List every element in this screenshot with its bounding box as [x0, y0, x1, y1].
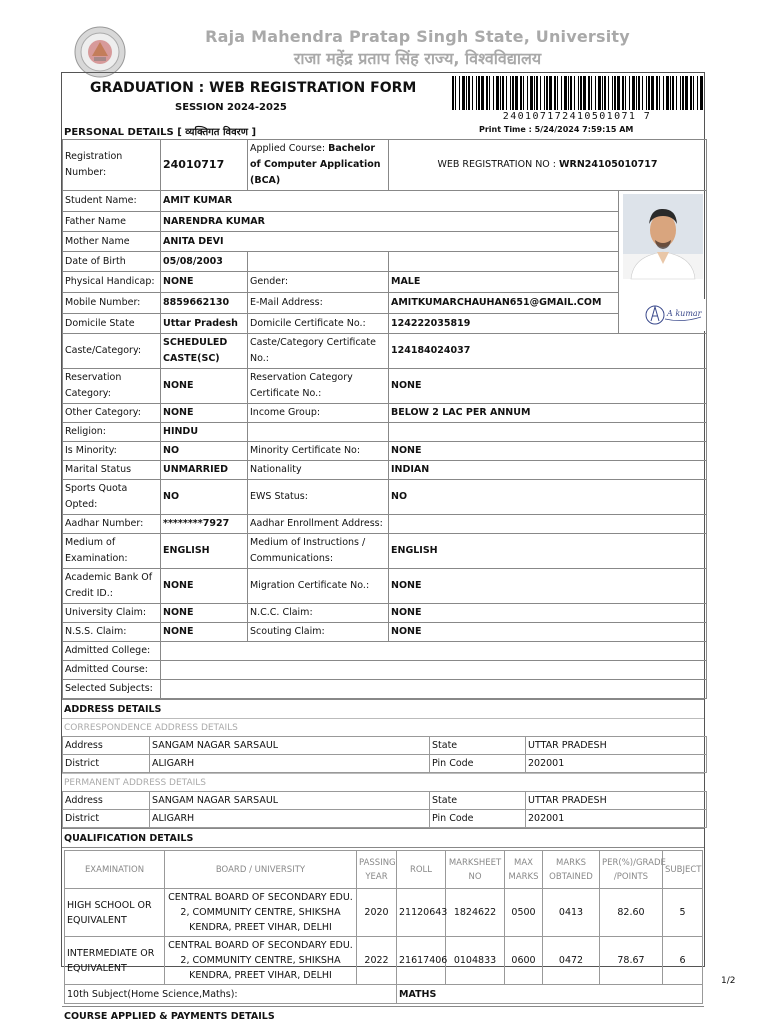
- permanent-address-table: [62, 791, 707, 828]
- caste-value: SCHEDULED CASTE(SC): [161, 334, 248, 369]
- dob-value: 05/08/2003: [161, 252, 248, 272]
- tenth-subject-label: 10th Subject(Home Science,Maths):: [65, 985, 397, 1004]
- university-name-en: Raja Mahendra Pratap Singh State, University: [205, 27, 630, 46]
- gender-label: Gender:: [248, 272, 389, 293]
- photo-signature-cell: [619, 191, 707, 334]
- passing-year: 2020: [357, 889, 397, 937]
- nationality-label: Nationality: [248, 461, 389, 480]
- mother-name-value: ANITA DEVI: [161, 232, 619, 252]
- sports-value: NO: [161, 480, 248, 515]
- student-photo-icon: [623, 194, 703, 279]
- nss-label: N.S.S. Claim:: [63, 623, 161, 642]
- marks-obtained: 0413: [543, 889, 600, 937]
- domicile-cert-label: Domicile Certificate No.:: [248, 314, 389, 334]
- address-label: Address: [63, 737, 150, 755]
- mobile-value: 8859662130: [161, 293, 248, 314]
- admitted-college-label: Admitted College:: [63, 642, 161, 661]
- abc-id-value: NONE: [161, 569, 248, 604]
- address-label: Address: [63, 792, 150, 810]
- subject-count: 5: [663, 889, 703, 937]
- caste-cert-value: 124184024037: [389, 334, 707, 369]
- form-title: GRADUATION : WEB REGISTRATION FORM: [90, 80, 417, 96]
- perm-pincode-value: 202001: [526, 810, 707, 828]
- ncc-label: N.C.C. Claim:: [248, 604, 389, 623]
- university-claim-label: University Claim:: [63, 604, 161, 623]
- pincode-label: Pin Code: [430, 810, 526, 828]
- reg-label: Registration Number:: [63, 140, 161, 191]
- form-header: [62, 73, 704, 139]
- corr-pincode-value: 202001: [526, 755, 707, 773]
- nss-value: NONE: [161, 623, 248, 642]
- reservation-label: Reservation Category:: [63, 369, 161, 404]
- correspondence-address-table: [62, 736, 707, 773]
- selected-subjects-label: Selected Subjects:: [63, 680, 161, 699]
- max-marks: 0600: [505, 937, 543, 985]
- domicile-state-value: Uttar Pradesh: [161, 314, 248, 334]
- gender-value: MALE: [389, 272, 619, 293]
- exam-name: HIGH SCHOOL OR EQUIVALENT: [65, 889, 165, 937]
- aadhar-enroll-label: Aadhar Enrollment Address:: [248, 515, 389, 534]
- qualification-table: [64, 850, 703, 1004]
- max-marks: 0500: [505, 889, 543, 937]
- income-value: BELOW 2 LAC PER ANNUM: [389, 404, 707, 423]
- applied-course: Applied Course: Bachelor of Computer Application (BCA): [248, 140, 389, 191]
- col-max-marks: MAX MARKS: [505, 851, 543, 889]
- domicile-state-label: Domicile State: [63, 314, 161, 334]
- admitted-course-label: Admitted Course:: [63, 661, 161, 680]
- table-row: [65, 937, 703, 985]
- board-name: CENTRAL BOARD OF SECONDARY EDU. 2, COMMUNITY CENTRE, SHIKSHA KENDRA, PREET VIHAR, DELHI: [165, 889, 357, 937]
- personal-details-heading: PERSONAL DETAILS [ व्यक्तिगत विवरण ]: [64, 127, 257, 138]
- dob-label: Date of Birth: [63, 252, 161, 272]
- perm-state-value: UTTAR PRADESH: [526, 792, 707, 810]
- col-marksheet: MARKSHEET NO: [446, 851, 505, 889]
- reservation-cert-value: NONE: [389, 369, 707, 404]
- qualification-heading: QUALIFICATION DETAILS: [62, 828, 704, 847]
- district-label: District: [63, 755, 150, 773]
- qualification-header-row: [65, 851, 703, 889]
- perm-district-value: ALIGARH: [150, 810, 430, 828]
- caste-cert-label: Caste/Category Certificate No.:: [248, 334, 389, 369]
- roll-number: 21617406: [397, 937, 446, 985]
- university-header: [0, 0, 765, 70]
- other-category-label: Other Category:: [63, 404, 161, 423]
- col-roll: ROLL: [397, 851, 446, 889]
- passing-year: 2022: [357, 937, 397, 985]
- student-name-value: AMIT KUMAR: [161, 191, 619, 212]
- medium-value: ENGLISH: [161, 534, 248, 569]
- board-name: CENTRAL BOARD OF SECONDARY EDU. 2, COMMUNITY CENTRE, SHIKSHA KENDRA, PREET VIHAR, DELHI: [165, 937, 357, 985]
- web-registration-no: WEB REGISTRATION NO : WRN24105010717: [389, 140, 707, 191]
- registration-row: [63, 140, 707, 191]
- svg-text:A kumar: A kumar: [667, 309, 702, 318]
- email-label: E-Mail Address:: [248, 293, 389, 314]
- instruction-value: ENGLISH: [389, 534, 707, 569]
- religion-value: HINDU: [161, 423, 248, 442]
- session-label: SESSION 2024-2025: [175, 102, 287, 113]
- aadhar-value: ********7927: [161, 515, 248, 534]
- ews-label: EWS Status:: [248, 480, 389, 515]
- nationality-value: INDIAN: [389, 461, 707, 480]
- migration-label: Migration Certificate No.:: [248, 569, 389, 604]
- marital-value: UNMARRIED: [161, 461, 248, 480]
- col-board: BOARD / UNIVERSITY: [165, 851, 357, 889]
- corr-address-value: SANGAM NAGAR SARSAUL: [150, 737, 430, 755]
- col-subject: SUBJECT: [663, 851, 703, 889]
- medium-label: Medium of Examination:: [63, 534, 161, 569]
- col-percentage: PER(%)/GRADE /POINTS: [600, 851, 663, 889]
- reg-value: 24010717: [161, 140, 248, 191]
- roll-number: 21120643: [397, 889, 446, 937]
- scouting-label: Scouting Claim:: [248, 623, 389, 642]
- percentage: 78.67: [600, 937, 663, 985]
- course-payments-heading: COURSE APPLIED & PAYMENTS DETAILS: [62, 1006, 704, 1025]
- marksheet-number: 1824622: [446, 889, 505, 937]
- scouting-value: NONE: [389, 623, 707, 642]
- marks-obtained: 0472: [543, 937, 600, 985]
- income-label: Income Group:: [248, 404, 389, 423]
- reservation-value: NONE: [161, 369, 248, 404]
- sports-label: Sports Quota Opted:: [63, 480, 161, 515]
- university-claim-value: NONE: [161, 604, 248, 623]
- university-logo-icon: [74, 26, 126, 78]
- subject-count: 6: [663, 937, 703, 985]
- col-marks-obtained: MARKS OBTAINED: [543, 851, 600, 889]
- caste-label: Caste/Category:: [63, 334, 161, 369]
- print-time: Print Time : 5/24/2024 7:59:15 AM: [479, 125, 634, 134]
- barcode-icon: [452, 76, 702, 110]
- col-passing-year: PASSING YEAR: [357, 851, 397, 889]
- exam-name: INTERMEDIATE OR EQUIVALENT: [65, 937, 165, 985]
- student-name-label: Student Name:: [63, 191, 161, 212]
- permanent-heading: PERMANENT ADDRESS DETAILS: [62, 773, 704, 791]
- mobile-label: Mobile Number:: [63, 293, 161, 314]
- table-row: [65, 889, 703, 937]
- reservation-cert-label: Reservation Category Certificate No.:: [248, 369, 389, 404]
- percentage: 82.60: [600, 889, 663, 937]
- email-value: AMITKUMARCHAUHAN651@GMAIL.COM: [389, 293, 619, 314]
- domicile-cert-value: 124222035819: [389, 314, 619, 334]
- corr-district-value: ALIGARH: [150, 755, 430, 773]
- religion-label: Religion:: [63, 423, 161, 442]
- ncc-value: NONE: [389, 604, 707, 623]
- migration-value: NONE: [389, 569, 707, 604]
- physical-handicap-value: NONE: [161, 272, 248, 293]
- minority-cert-label: Minority Certificate No:: [248, 442, 389, 461]
- ews-value: NO: [389, 480, 707, 515]
- instruction-label: Medium of Instructions / Communications:: [248, 534, 389, 569]
- other-category-value: NONE: [161, 404, 248, 423]
- tenth-subject-value: MATHS: [397, 985, 703, 1004]
- signature-icon: [643, 299, 705, 331]
- perm-address-value: SANGAM NAGAR SARSAUL: [150, 792, 430, 810]
- abc-id-label: Academic Bank Of Credit ID.:: [63, 569, 161, 604]
- marksheet-number: 0104833: [446, 937, 505, 985]
- father-name-label: Father Name: [63, 212, 161, 232]
- marital-label: Marital Status: [63, 461, 161, 480]
- address-heading: ADDRESS DETAILS: [62, 699, 704, 718]
- page-number: 1/2: [721, 976, 736, 986]
- corr-state-value: UTTAR PRADESH: [526, 737, 707, 755]
- tenth-subject-row: [65, 985, 703, 1004]
- pincode-label: Pin Code: [430, 755, 526, 773]
- state-label: State: [430, 792, 526, 810]
- barcode-number: 240107172410501071 7: [502, 111, 652, 122]
- state-label: State: [430, 737, 526, 755]
- col-examination: EXAMINATION: [65, 851, 165, 889]
- university-name-hi: राजा महेंद्र प्रताप सिंह राज्य, विश्वविद्यालय: [293, 49, 542, 68]
- minority-cert-value: NONE: [389, 442, 707, 461]
- father-name-value: NARENDRA KUMAR: [161, 212, 619, 232]
- registration-form: [61, 72, 705, 1022]
- minority-label: Is Minority:: [63, 442, 161, 461]
- personal-details-table: [62, 139, 707, 699]
- correspondence-heading: CORRESPONDENCE ADDRESS DETAILS: [62, 718, 704, 736]
- minority-value: NO: [161, 442, 248, 461]
- district-label: District: [63, 810, 150, 828]
- aadhar-label: Aadhar Number:: [63, 515, 161, 534]
- mother-name-label: Mother Name: [63, 232, 161, 252]
- physical-handicap-label: Physical Handicap:: [63, 272, 161, 293]
